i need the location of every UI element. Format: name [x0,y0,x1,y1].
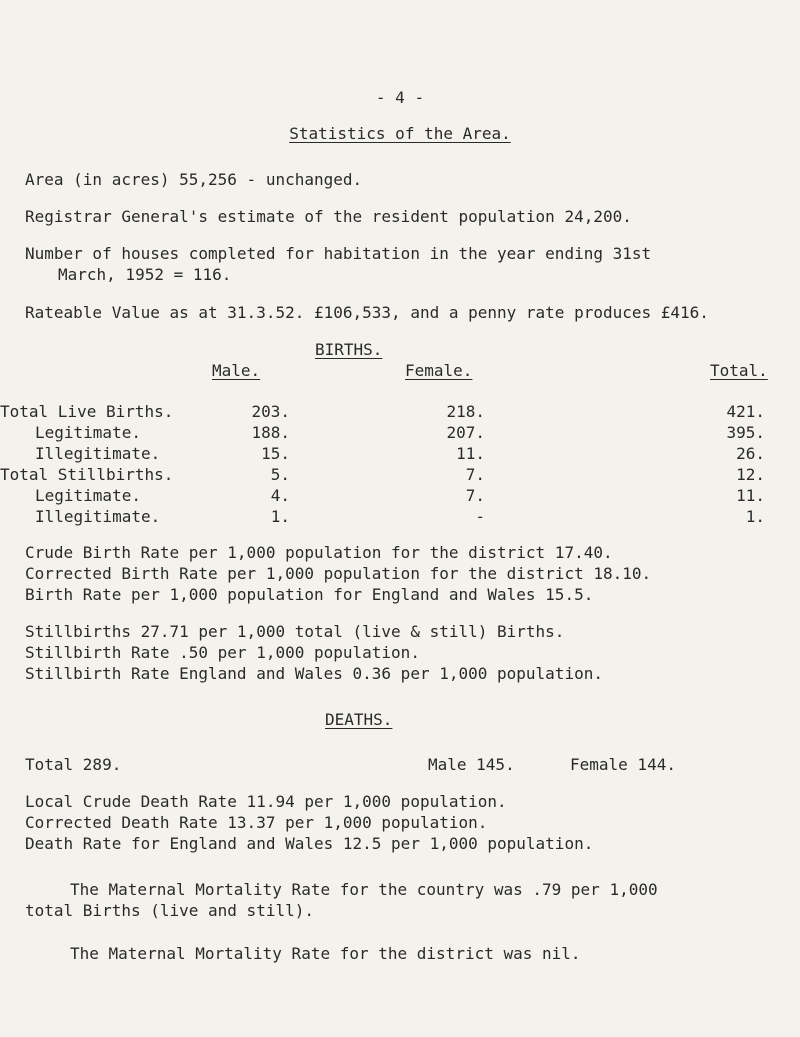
maternal-district-line: The Maternal Mortality Rate for the district was nil. [70,944,581,963]
row-label: Illegitimate. [35,444,161,463]
table-row [0,465,800,487]
female-value: 7. [465,486,485,505]
row-label: Legitimate. [35,423,141,442]
stillbirth-rate-line: Stillbirth Rate .50 per 1,000 population. [25,643,420,662]
national-birth-rate: Birth Rate per 1,000 population for England and Wales 15.5. [25,585,594,604]
row-label: Illegitimate. [35,507,161,526]
female-value: 218. [446,402,485,421]
crude-birth-rate: Crude Birth Rate per 1,000 population for the district 17.40. [25,543,613,562]
table-row [0,423,800,445]
births-heading: BIRTHS. [315,340,383,359]
table-row [0,507,800,529]
male-value: 203. [251,402,290,421]
table-row [0,402,800,424]
female-value: - [475,507,485,526]
female-value: 207. [446,423,485,442]
total-value: 395. [726,423,765,442]
female-value: 11. [456,444,485,463]
houses-line: Number of houses completed for habitation in the year ending 31st [25,244,652,263]
population-line: Registrar General's estimate of the resident population 24,200. [25,207,632,226]
total-value: 421. [726,402,765,421]
male-value: 4. [270,486,290,505]
rateable-value-line: Rateable Value as at 31.3.52. £106,533, and a penny rate produces £416. [25,303,709,322]
national-death-rate: Death Rate for England and Wales 12.5 per 1,000 population. [25,834,594,853]
male-value: 1. [270,507,290,526]
row-label: Total Live Births. [0,402,174,421]
maternal-country-line: The Maternal Mortality Rate for the country was .79 per 1,000 [70,880,658,899]
total-value: 1. [745,507,765,526]
table-row [0,444,800,466]
deaths-total: Total 289. [25,755,122,774]
male-value: 5. [270,465,290,484]
col-male: Male. [212,361,261,380]
page-number: - 4 - [375,88,425,107]
area-line: Area (in acres) 55,256 - unchanged. [25,170,363,189]
col-female: Female. [405,361,473,380]
male-value: 188. [251,423,290,442]
total-value: 26. [736,444,765,463]
male-value: 15. [261,444,290,463]
stillbirths-line: Stillbirths 27.71 per 1,000 total (live & still) Births. [25,622,565,641]
local-death-rate: Local Crude Death Rate 11.94 per 1,000 population. [25,792,507,811]
stillbirth-national-line: Stillbirth Rate England and Wales 0.36 per 1,000 population. [25,664,603,683]
corrected-death-rate: Corrected Death Rate 13.37 per 1,000 population. [25,813,488,832]
maternal-country-line-cont: total Births (live and still). [25,901,314,920]
page-title: Statistics of the Area. [289,124,511,143]
row-label: Total Stillbirths. [0,465,174,484]
table-row [0,486,800,508]
female-value: 7. [465,465,485,484]
deaths-female: Female 144. [570,755,676,774]
deaths-heading: DEATHS. [325,710,393,729]
houses-line-cont: March, 1952 = 116. [58,265,232,284]
total-value: 12. [736,465,765,484]
total-value: 11. [736,486,765,505]
corrected-birth-rate: Corrected Birth Rate per 1,000 population for the district 18.10. [25,564,652,583]
deaths-male: Male 145. [428,755,515,774]
row-label: Legitimate. [35,486,141,505]
col-total: Total. [710,361,768,380]
